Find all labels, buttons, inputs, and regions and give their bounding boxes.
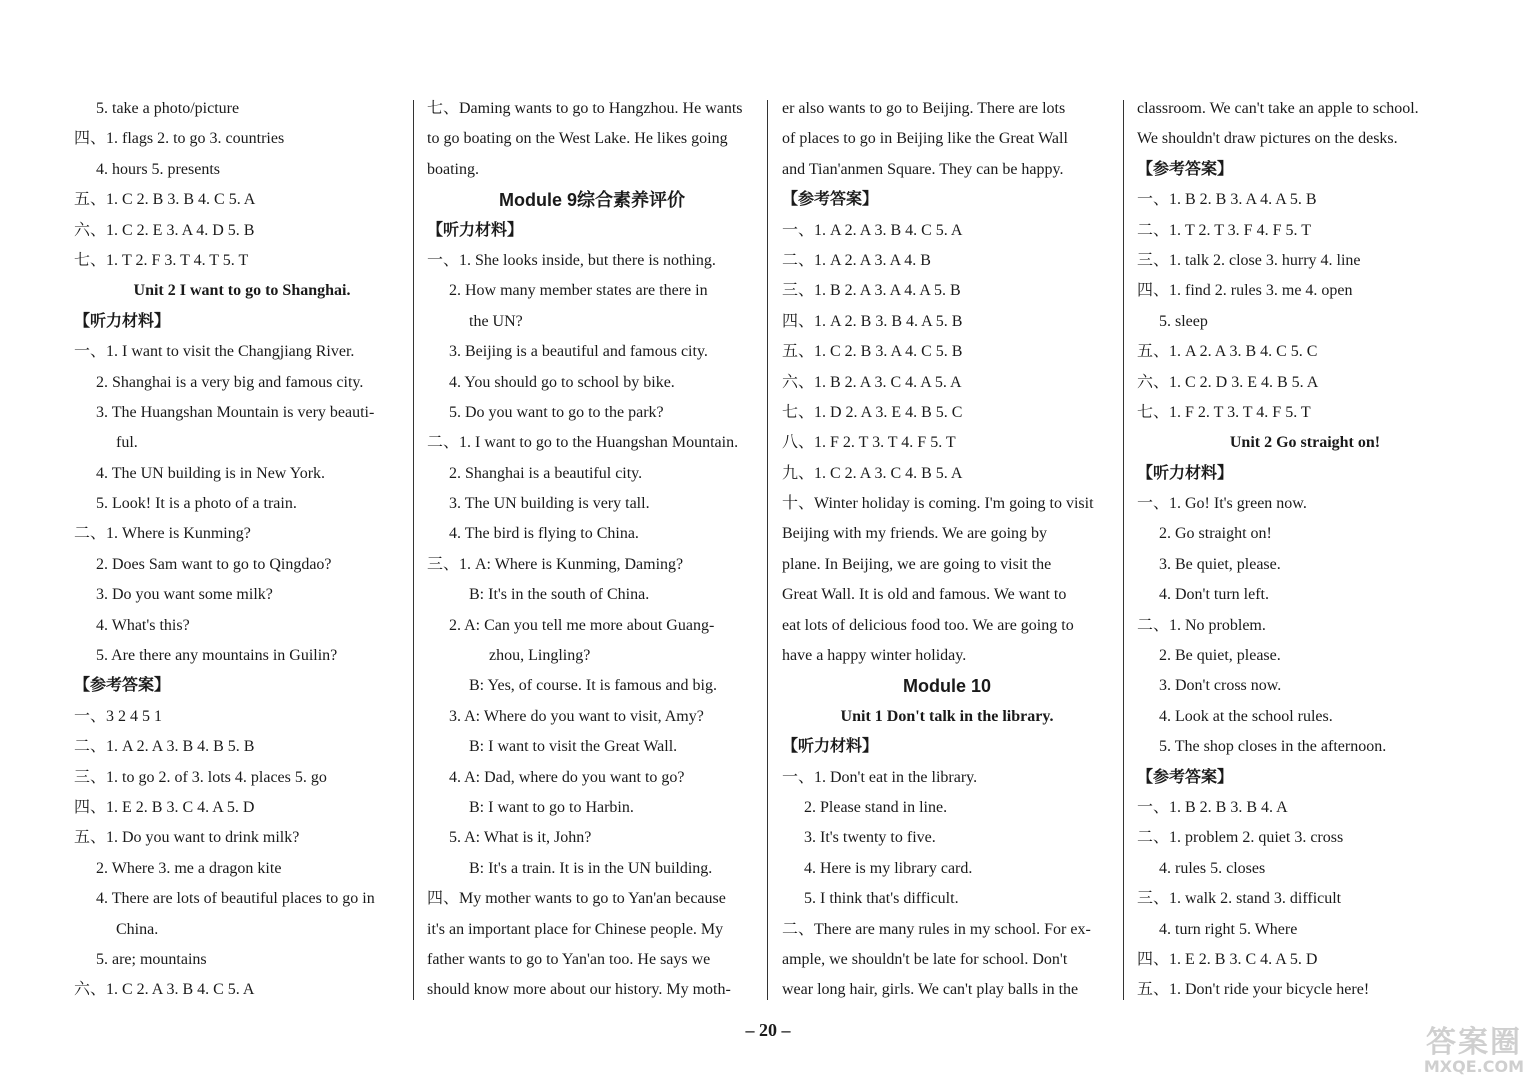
column-divider	[767, 100, 768, 1000]
text-line: and Tian'anmen Square. They can be happy.	[782, 160, 1064, 178]
text-line: classroom. We can't take an apple to school.	[1137, 100, 1419, 117]
text-line: wear long hair, girls. We can't play balls in the	[782, 981, 1079, 999]
text-line: ful.	[116, 434, 138, 452]
column-divider	[413, 100, 414, 1000]
text-line: 2. Go straight on!	[1159, 525, 1272, 543]
text-line: 4. The UN building is in New York.	[96, 464, 326, 482]
text-line: 二、1. No problem.	[1137, 616, 1266, 634]
text-line: 【参考答案】	[782, 191, 879, 209]
text-line: Beijing with my friends. We are going by	[782, 525, 1048, 543]
text-line: ample, we shouldn't be late for school. Don't	[782, 950, 1068, 968]
column-divider	[1123, 100, 1124, 1000]
text-line: 四、1. find 2. rules 3. me 4. open	[1137, 282, 1353, 300]
text-line: 二、1. I want to go to the Huangshan Mountain.	[427, 434, 739, 452]
text-line: 5. The shop closes in the afternoon.	[1159, 738, 1387, 756]
text-line: 四、1. E 2. B 3. C 4. A 5. D	[1137, 950, 1318, 968]
text-line: should know more about our history. My moth-	[427, 981, 731, 999]
text-line: 一、1. She looks inside, but there is nothing.	[427, 251, 716, 269]
text-line: 五、1. A 2. A 3. B 4. C 5. C	[1137, 343, 1318, 361]
text-line: 一、3 2 4 5 1	[74, 707, 163, 725]
text-line: 四、1. E 2. B 3. C 4. A 5. D	[74, 798, 255, 816]
text-line: 5. take a photo/picture	[96, 100, 240, 117]
text-line: 5. Do you want to go to the park?	[449, 403, 664, 421]
text-line: 七、1. D 2. A 3. E 4. B 5. C	[782, 403, 963, 421]
text-line: 2. How many member states are there in	[449, 282, 708, 300]
text-line: the UN?	[469, 312, 523, 330]
text-line: 【听力材料】	[427, 221, 524, 239]
text-line: plane. In Beijing, we are going to visit the	[782, 555, 1052, 573]
text-line: er also wants to go to Beijing. There are lots	[782, 100, 1066, 117]
text-line: 3. Don't cross now.	[1159, 677, 1282, 695]
text-line: 4. Here is my library card.	[804, 859, 973, 877]
text-line: 一、1. Go! It's green now.	[1137, 495, 1307, 513]
text-line: 2. Please stand in line.	[804, 798, 948, 816]
text-line: 4. hours 5. presents	[96, 160, 220, 178]
text-line: to go boating on the West Lake. He likes going	[427, 130, 728, 148]
text-line: 3. The UN building is very tall.	[449, 495, 650, 513]
watermark-url: MXQE.COM	[1423, 1057, 1524, 1076]
text-line: father wants to go to Yan'an too. He says we	[427, 950, 711, 968]
text-line: 2. Shanghai is a very big and famous city.	[96, 373, 364, 391]
text-line: 【听力材料】	[1137, 464, 1234, 482]
text-line: zhou, Lingling?	[489, 647, 591, 665]
text-line: 4. Look at the school rules.	[1159, 707, 1333, 725]
text-line: of places to go in Beijing like the Great Wall	[782, 130, 1068, 148]
text-line: 五、1. Do you want to drink milk?	[74, 829, 300, 847]
text-line: 2. Does Sam want to go to Qingdao?	[96, 555, 332, 573]
text-line: 六、1. B 2. A 3. C 4. A 5. A	[782, 373, 962, 391]
text-line: B: Yes, of course. It is famous and big.	[469, 677, 717, 695]
text-line: 十、Winter holiday is coming. I'm going to visit	[782, 495, 1094, 513]
text-line: 3. A: Where do you want to visit, Amy?	[449, 707, 704, 725]
text-line: 一、1. I want to visit the Changjiang River.	[74, 343, 355, 361]
text-line: 三、1. to go 2. of 3. lots 4. places 5. go	[74, 768, 327, 786]
text-line: 3. The Huangshan Mountain is very beauti-	[96, 403, 375, 421]
text-line: 二、1. problem 2. quiet 3. cross	[1137, 829, 1344, 847]
text-line: 3. It's twenty to five.	[804, 829, 936, 847]
text-line: 五、1. C 2. B 3. B 4. C 5. A	[74, 191, 256, 209]
text-line: 3. Do you want some milk?	[96, 586, 273, 604]
text-line: B: It's a train. It is in the UN building.	[469, 859, 713, 877]
text-line: 二、1. T 2. T 3. F 4. F 5. T	[1137, 221, 1311, 239]
text-line: 七、1. T 2. F 3. T 4. T 5. T	[74, 251, 249, 269]
text-line: it's an important place for Chinese people. My	[427, 920, 724, 938]
text-line: boating.	[427, 160, 479, 178]
text-line: 5. I think that's difficult.	[804, 890, 959, 908]
text-line: Module 9综合素养评价	[498, 190, 685, 211]
text-line: Unit 1 Don't talk in the library.	[840, 707, 1054, 725]
text-line: 四、1. A 2. B 3. B 4. A 5. B	[782, 312, 963, 330]
text-line: 3. Beijing is a beautiful and famous city.	[449, 343, 708, 361]
text-line: 4. You should go to school by bike.	[449, 373, 675, 391]
text-line: 二、There are many rules in my school. For ex-	[782, 920, 1091, 938]
text-line: 二、1. A 2. A 3. B 4. B 5. B	[74, 738, 255, 756]
text-line: 八、1. F 2. T 3. T 4. F 5. T	[782, 434, 956, 452]
text-line: 4. The bird is flying to China.	[449, 525, 639, 543]
text-line: 2. Be quiet, please.	[1159, 647, 1281, 665]
text-line: 【参考答案】	[74, 677, 171, 695]
text-line: Module 10	[902, 676, 991, 697]
text-line: 三、1. A: Where is Kunming, Daming?	[427, 555, 684, 573]
text-line: Unit 2 I want to go to Shanghai.	[133, 282, 351, 300]
text-line: 一、1. B 2. B 3. A 4. A 5. B	[1137, 191, 1317, 209]
text-line: 4. Don't turn left.	[1159, 586, 1269, 604]
text-line: 5. are; mountains	[96, 950, 207, 968]
column-4	[1137, 94, 1473, 1014]
text-line: eat lots of delicious food too. We are going to	[782, 616, 1074, 634]
text-line: 【听力材料】	[782, 738, 879, 756]
watermark-text: 答案圈	[1426, 1025, 1522, 1060]
text-line: 四、My mother wants to go to Yan'an because	[427, 890, 726, 908]
text-line: 一、1. A 2. A 3. B 4. C 5. A	[782, 221, 963, 239]
text-line: 一、1. Don't eat in the library.	[782, 768, 978, 786]
text-line: 4. A: Dad, where do you want to go?	[449, 768, 685, 786]
text-line: 六、1. C 2. A 3. B 4. C 5. A	[74, 981, 255, 999]
text-line: 5. Look! It is a photo of a train.	[96, 495, 297, 513]
text-line: 二、1. A 2. A 3. A 4. B	[782, 251, 931, 269]
column-3	[782, 94, 1112, 1014]
text-line: 【参考答案】	[1137, 768, 1234, 786]
column-2	[427, 94, 757, 1014]
text-line: B: I want to visit the Great Wall.	[469, 738, 678, 756]
text-line: 2. Where 3. me a dragon kite	[96, 859, 282, 877]
text-line: We shouldn't draw pictures on the desks.	[1137, 130, 1398, 148]
text-line: 4. There are lots of beautiful places to go in	[96, 890, 375, 908]
text-line: 4. What's this?	[96, 616, 190, 634]
text-line: 5. A: What is it, John?	[449, 829, 592, 847]
text-line: 五、1. Don't ride your bicycle here!	[1137, 981, 1370, 999]
text-line: 4. rules 5. closes	[1159, 859, 1266, 877]
text-line: 三、1. walk 2. stand 3. difficult	[1137, 890, 1342, 908]
text-line: 一、1. B 2. B 3. B 4. A	[1137, 798, 1288, 816]
watermark-logo	[1418, 1015, 1528, 1085]
text-line: 三、1. B 2. A 3. A 4. A 5. B	[782, 282, 961, 300]
text-line: 2. Shanghai is a beautiful city.	[449, 464, 643, 482]
text-line: 5. Are there any mountains in Guilin?	[96, 647, 338, 665]
text-line: 三、1. talk 2. close 3. hurry 4. line	[1137, 251, 1361, 269]
text-line: B: It's in the south of China.	[469, 586, 650, 604]
text-line: 九、1. C 2. A 3. C 4. B 5. A	[782, 464, 963, 482]
text-line: B: I want to go to Harbin.	[469, 798, 634, 816]
text-line: 二、1. Where is Kunming?	[74, 525, 251, 543]
text-line: 3. Be quiet, please.	[1159, 555, 1281, 573]
text-line: 【参考答案】	[1137, 160, 1234, 178]
text-line: 七、Daming wants to go to Hangzhou. He wants	[427, 100, 743, 117]
text-line: 5. sleep	[1159, 312, 1208, 330]
text-line: 2. A: Can you tell me more about Guang-	[449, 616, 715, 634]
text-line: 【听力材料】	[74, 312, 171, 330]
text-line: 4. turn right 5. Where	[1159, 920, 1298, 938]
text-line: 六、1. C 2. E 3. A 4. D 5. B	[74, 221, 255, 239]
text-line: Unit 2 Go straight on!	[1229, 434, 1381, 452]
column-1	[74, 94, 410, 1014]
page-number: – 20 –	[745, 1020, 791, 1040]
text-line: have a happy winter holiday.	[782, 647, 967, 665]
text-line: 五、1. C 2. B 3. A 4. C 5. B	[782, 343, 963, 361]
text-line: 四、1. flags 2. to go 3. countries	[74, 130, 285, 148]
text-line: 七、1. F 2. T 3. T 4. F 5. T	[1137, 403, 1311, 421]
text-line: 六、1. C 2. D 3. E 4. B 5. A	[1137, 373, 1319, 391]
text-line: Great Wall. It is old and famous. We want to	[782, 586, 1067, 604]
text-line: China.	[116, 920, 159, 938]
